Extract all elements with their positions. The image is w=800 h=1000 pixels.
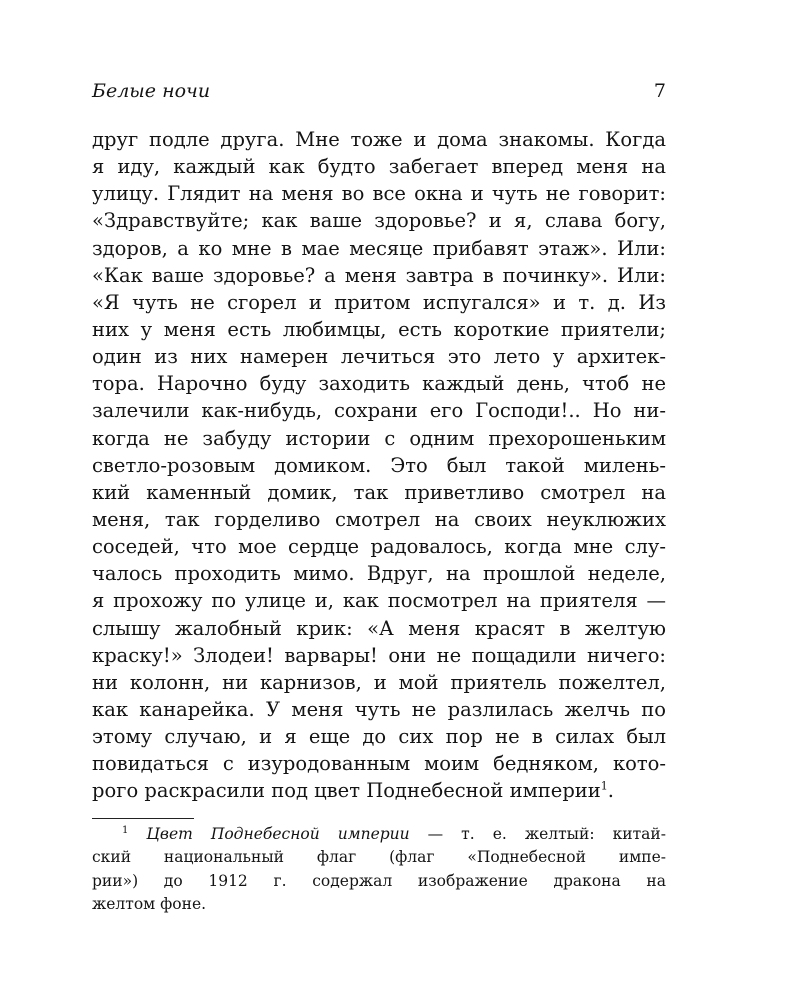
body-text (92, 126, 666, 805)
text-line: «Я чуть не сгорел и притом испугался» и т. д. Из (92, 290, 666, 314)
text-line: них у меня есть любимцы, есть короткие приятели; (92, 317, 666, 341)
text-line: соседей, что мое сердце радовалось, когда мне слу- (92, 535, 666, 559)
footnote-text: — т. е. желтый: китай- (409, 825, 666, 843)
text-line: я иду, каждый как будто забегает вперед меня на (92, 155, 666, 179)
text-line: улицу. Глядит на меня во все окна и чуть не говорит: (92, 182, 666, 206)
text-line: как канарейка. У меня чуть не разлилась желчь по (92, 697, 666, 721)
text-line: ни колонн, ни карнизов, и мой приятель пожелтел, (92, 670, 666, 694)
text-line: светло-розовым домиком. Это был такой милень- (92, 453, 666, 477)
running-title: Белые ночи (92, 80, 211, 102)
text-line: «Здравствуйте; как ваше здоровье? и я, слава богу, (92, 209, 666, 233)
footnote-line: желтом фоне. (92, 894, 207, 913)
text-line: кий каменный домик, так приветливо смотрел на (92, 480, 666, 504)
text-line: я прохожу по улице и, как посмотрел на приятеля — (92, 589, 666, 613)
final-punctuation: . (607, 779, 614, 803)
page-number: 7 (653, 80, 666, 102)
text-line-last-content: рого раскрасили под цвет Поднебесной империи (92, 779, 601, 803)
text-line: когда не забуду истории с одним прехорошеньким (92, 426, 666, 450)
text-line: один из них намерен лечиться это лето у архитек- (92, 345, 666, 369)
text-line: друг подле друга. Мне тоже и дома знакомы. Когда (92, 128, 666, 151)
footnote-mark: 1 (122, 824, 129, 836)
footnote-line (92, 823, 666, 846)
text-line: залечили как-нибудь, сохрани его Господи!.. Но ни- (92, 399, 666, 423)
text-line: меня, так горделиво смотрел на своих неуклюжих (92, 507, 666, 531)
footnote-line: рии») до 1912 г. содержал изображение дракона на (92, 871, 666, 890)
text-line: слышу жалобный крик: «А меня красят в желтую (92, 616, 666, 640)
text-line-last (92, 777, 666, 804)
text-line: чалось проходить мимо. Вдруг, на прошлой неделе, (92, 562, 666, 586)
running-header (92, 78, 666, 104)
text-line: краску!» Злодеи! варвары! они не пощадили ничего: (92, 643, 666, 667)
footnote (92, 823, 666, 916)
text-line: этому случаю, и я еще до сих пор не в силах был (92, 725, 666, 749)
footnote-reference: 1 (600, 779, 608, 793)
text-line: повидаться с изуродованным моим бедняком, кото- (92, 752, 666, 776)
text-line: здоров, а ко мне в мае месяце прибавят этаж». Или: (92, 236, 666, 260)
footnote-term: Цвет Поднебесной империи (146, 825, 410, 843)
footnote-line: ский национальный флаг (флаг «Поднебесной импе- (92, 848, 666, 867)
text-line: «Как ваше здоровье? а меня завтра в починку». Или: (92, 263, 666, 287)
text-line: тора. Нарочно буду заходить каждый день, чтоб не (92, 372, 666, 396)
footnote-divider (92, 818, 194, 819)
